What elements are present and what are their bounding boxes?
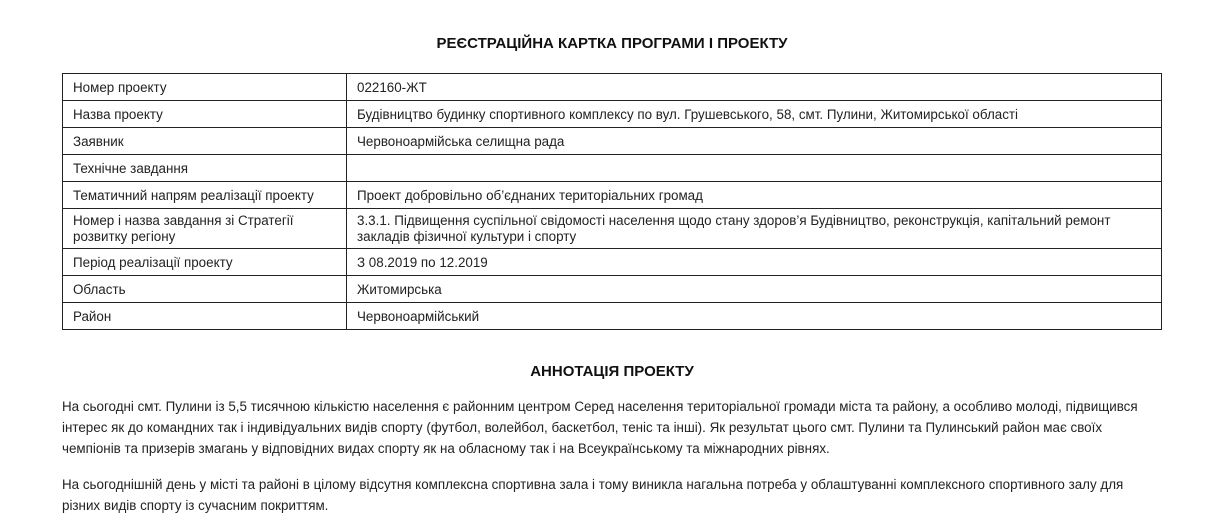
- row-value: Будівництво будинку спортивного комплексу по вул. Грушевського, 58, смт. Пулини, Житомирської області: [347, 101, 1162, 128]
- row-label: Назва проекту: [63, 101, 347, 128]
- row-value: 3.3.1. Підвищення суспільної свідомості населення щодо стану здоров’я Будівництво, реконструкція, капітальний ремонт закладів фізичної культури і спорту: [347, 209, 1162, 249]
- registration-card-title: РЕЄСТРАЦІЙНА КАРТКА ПРОГРАМИ І ПРОЕКТУ: [436, 35, 788, 52]
- annotation-body: [62, 396, 1162, 531]
- row-value: З 08.2019 по 12.2019: [347, 249, 1162, 276]
- table-row: [63, 209, 1162, 249]
- row-value: Червоноармійська селищна рада: [347, 128, 1162, 155]
- table-row: [63, 182, 1162, 209]
- row-label: Технічне завдання: [63, 155, 347, 182]
- table-row: [63, 128, 1162, 155]
- row-label: Номер і назва завдання зі Стратегії розвитку регіону: [63, 209, 347, 249]
- table-row: [63, 276, 1162, 303]
- row-value: Проект добровільно об’єднаних територіальних громад: [347, 182, 1162, 209]
- row-label: Номер проекту: [63, 74, 347, 101]
- table-row: [63, 249, 1162, 276]
- row-label: Заявник: [63, 128, 347, 155]
- row-label: Район: [63, 303, 347, 330]
- table-row: [63, 303, 1162, 330]
- table-row: [63, 74, 1162, 101]
- registration-card-table: [62, 73, 1162, 330]
- row-value: Червоноармійський: [347, 303, 1162, 330]
- table-row: [63, 101, 1162, 128]
- table-row: [63, 155, 1162, 182]
- row-value: [347, 155, 1162, 182]
- row-label: Тематичний напрям реалізації проекту: [63, 182, 347, 209]
- annotation-paragraph: На сьогоднішній день у місті та районі в цілому відсутня комплексна спортивна зала і тому виникла нагальна потреба у облаштуванні комплексного спортивного залу для різних видів спорту із сучасним покриттям.: [62, 477, 1124, 513]
- row-label: Період реалізації проекту: [63, 249, 347, 276]
- annotation-paragraph: На сьогодні смт. Пулини із 5,5 тисячною кількістю населення є районним центром Серед населення територіальної громади міста та району, а особливо молоді, підвищився інтерес як до командних так і індивідуальних видів спорту (футбол, волейбол, баскетбол, теніс та інші). Як результат цього смт. Пулини та Пулинський район має своїх чемпіонів та призерів змагань у відповідних видах спорту як на обласному так і на Всеукраїнському та міжнародних рівнях.: [62, 399, 1138, 456]
- row-label: Область: [63, 276, 347, 303]
- row-value: 022160-ЖТ: [347, 74, 1162, 101]
- row-value: Житомирська: [347, 276, 1162, 303]
- annotation-title: АННОТАЦІЯ ПРОЕКТУ: [530, 363, 694, 380]
